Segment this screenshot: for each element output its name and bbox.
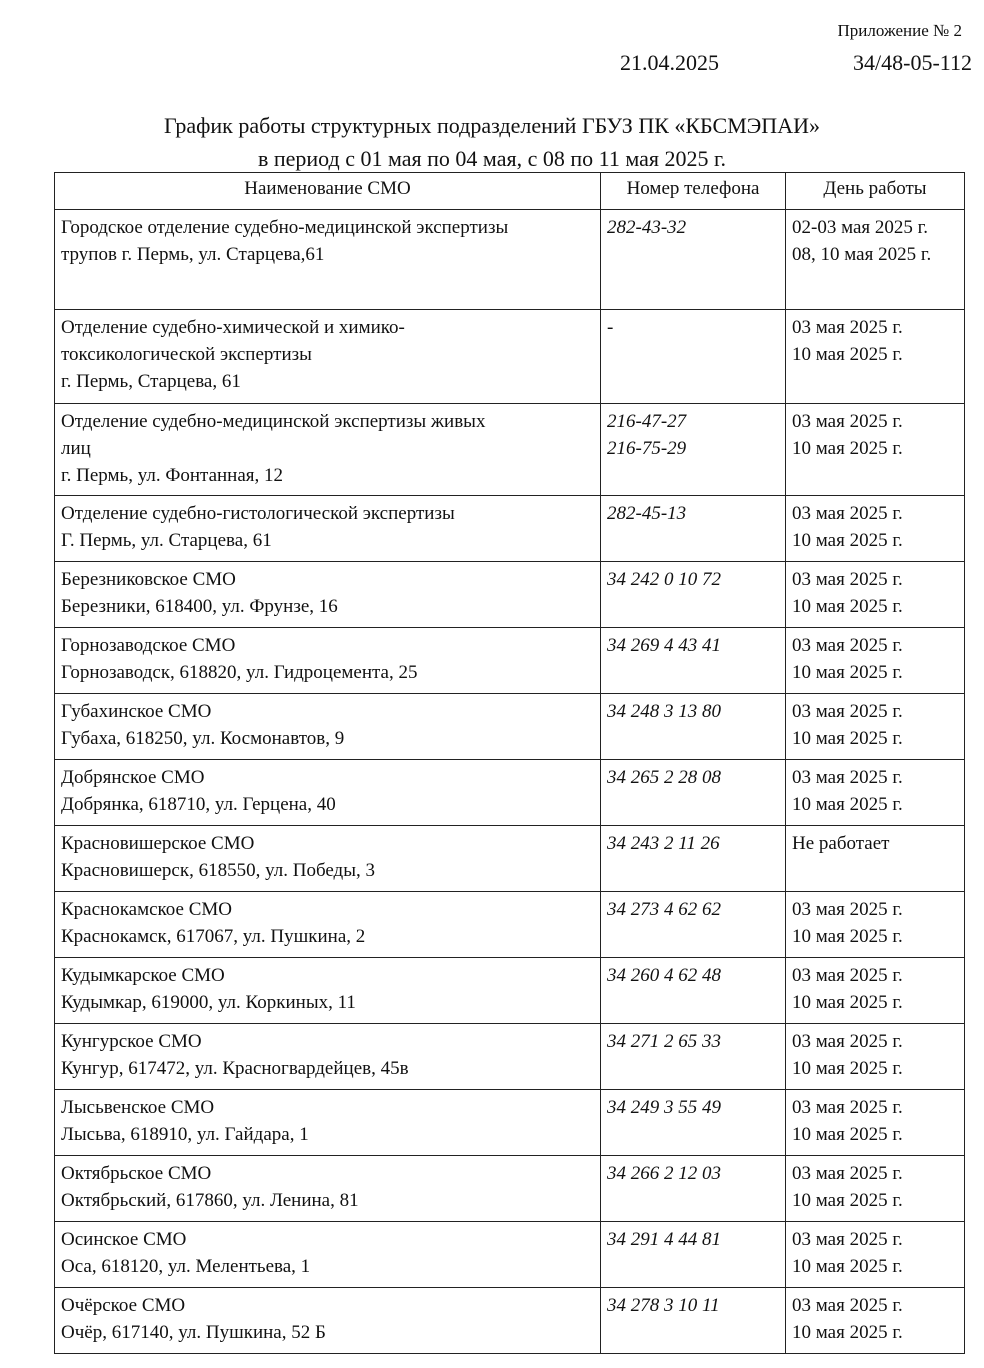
cell-phone [601, 562, 786, 628]
column-header-name: Наименование СМО [55, 173, 601, 210]
cell-name-line: Красновишерск, 618550, ул. Победы, 3 [61, 860, 375, 881]
document-number: 34/48-05-112 [853, 50, 972, 75]
cell-name [55, 210, 601, 310]
title-line-1: График работы структурных подразделений ГБУЗ ПК «КБСМЭПАИ» [164, 113, 820, 138]
table-row [55, 958, 965, 1024]
cell-name-line: Березники, 618400, ул. Фрунзе, 16 [61, 596, 338, 617]
cell-days-line: 03 мая 2025 г. [792, 411, 903, 432]
table-header-row [55, 173, 965, 210]
cell-phone [601, 694, 786, 760]
page-title [0, 109, 984, 175]
cell-phone-line: 34 291 4 44 81 [607, 1229, 721, 1250]
table-row [55, 628, 965, 694]
cell-phone-line: 34 242 0 10 72 [607, 569, 721, 590]
cell-phone-line: 34 265 2 28 08 [607, 767, 721, 788]
cell-name-line: Краснокамское СМО [61, 899, 233, 920]
cell-phone-line: 34 260 4 62 48 [607, 965, 721, 986]
cell-phone [601, 210, 786, 310]
cell-phone [601, 628, 786, 694]
cell-days [786, 210, 965, 310]
cell-name-line: Березниковское СМО [61, 569, 236, 590]
cell-name-line: Оса, 618120, ул. Мелентьева, 1 [61, 1256, 311, 1277]
cell-name [55, 562, 601, 628]
document-date: 21.04.2025 [620, 50, 719, 75]
cell-name-line: Лысьвенское СМО [61, 1097, 215, 1118]
cell-name [55, 892, 601, 958]
cell-name [55, 760, 601, 826]
cell-days-line: 03 мая 2025 г. [792, 965, 903, 986]
cell-name-line: Очёрское СМО [61, 1295, 186, 1316]
cell-days-line: 10 мая 2025 г. [792, 344, 903, 365]
cell-name [55, 310, 601, 404]
cell-days [786, 958, 965, 1024]
cell-days-line: 03 мая 2025 г. [792, 1229, 903, 1250]
cell-days-line: 03 мая 2025 г. [792, 1097, 903, 1118]
cell-days-line: 03 мая 2025 г. [792, 767, 903, 788]
cell-name-line: Губаха, 618250, ул. Космонавтов, 9 [61, 728, 345, 749]
cell-name-line: Кудымкарское СМО [61, 965, 225, 986]
table-row [55, 210, 965, 310]
cell-days-line: 03 мая 2025 г. [792, 701, 903, 722]
cell-name-line: лиц [61, 438, 91, 459]
table-row [55, 562, 965, 628]
cell-days-line: 03 мая 2025 г. [792, 1163, 903, 1184]
cell-phone [601, 496, 786, 562]
cell-phone [601, 892, 786, 958]
cell-days-line: 10 мая 2025 г. [792, 794, 903, 815]
cell-days [786, 1024, 965, 1090]
cell-days-line: 03 мая 2025 г. [792, 1031, 903, 1052]
cell-phone [601, 1156, 786, 1222]
cell-phone-line: 282-43-32 [607, 217, 687, 238]
cell-name-line: Осинское СМО [61, 1229, 187, 1250]
column-header-phone: Номер телефона [601, 173, 786, 210]
cell-phone [601, 1222, 786, 1288]
cell-phone [601, 958, 786, 1024]
cell-days-line: 03 мая 2025 г. [792, 569, 903, 590]
cell-name-line: Городское отделение судебно-медицинской экспертизы [61, 217, 509, 238]
cell-days-line: 08, 10 мая 2025 г. [792, 244, 932, 265]
cell-name-line: токсикологической экспертизы [61, 344, 312, 365]
cell-name [55, 958, 601, 1024]
table-row [55, 1090, 965, 1156]
schedule-table [54, 172, 965, 1354]
table-row [55, 404, 965, 496]
cell-phone [601, 826, 786, 892]
table-row [55, 1024, 965, 1090]
cell-phone-line: 34 243 2 11 26 [607, 833, 720, 854]
cell-days [786, 1222, 965, 1288]
cell-phone-line: 34 248 3 13 80 [607, 701, 721, 722]
cell-days-line: 02-03 мая 2025 г. [792, 217, 929, 238]
cell-name-line: Отделение судебно-гистологической экспертизы [61, 503, 455, 524]
cell-days [786, 628, 965, 694]
cell-name [55, 404, 601, 496]
cell-phone [601, 310, 786, 404]
cell-phone-line: - [607, 317, 614, 338]
cell-name-line: Кунгурское СМО [61, 1031, 202, 1052]
table-row [55, 760, 965, 826]
cell-days-line: Не работает [792, 833, 890, 854]
cell-days-line: 03 мая 2025 г. [792, 503, 903, 524]
cell-phone-line: 34 269 4 43 41 [607, 635, 721, 656]
cell-days [786, 1288, 965, 1354]
cell-days-line: 10 мая 2025 г. [792, 438, 903, 459]
cell-name-line: г. Пермь, ул. Фонтанная, 12 [61, 465, 284, 486]
table-row [55, 310, 965, 404]
table-row [55, 694, 965, 760]
cell-name-line: Кудымкар, 619000, ул. Коркиных, 11 [61, 992, 356, 1013]
cell-days-line: 10 мая 2025 г. [792, 1058, 903, 1079]
cell-phone [601, 404, 786, 496]
cell-name [55, 1156, 601, 1222]
cell-name-line: Краснокамск, 617067, ул. Пушкина, 2 [61, 926, 366, 947]
cell-days-line: 10 мая 2025 г. [792, 662, 903, 683]
cell-phone-line: 34 273 4 62 62 [607, 899, 721, 920]
cell-days-line: 03 мая 2025 г. [792, 635, 903, 656]
cell-name-line: трупов г. Пермь, ул. Старцева,61 [61, 244, 325, 265]
title-line-2: в период с 01 мая по 04 мая, с 08 по 11 мая 2025 г. [257, 146, 727, 171]
cell-days-line: 10 мая 2025 г. [792, 1322, 903, 1343]
cell-name-line: Очёр, 617140, ул. Пушкина, 52 Б [61, 1322, 326, 1343]
column-header-days: День работы [786, 173, 965, 210]
cell-name-line: Добрянское СМО [61, 767, 205, 788]
cell-days [786, 310, 965, 404]
cell-days-line: 10 мая 2025 г. [792, 1124, 903, 1145]
cell-name-line: Отделение судебно-медицинской экспертизы живых [61, 411, 486, 432]
cell-name [55, 694, 601, 760]
cell-name [55, 1090, 601, 1156]
cell-days-line: 10 мая 2025 г. [792, 926, 903, 947]
cell-days [786, 496, 965, 562]
cell-days [786, 694, 965, 760]
cell-name-line: Добрянка, 618710, ул. Герцена, 40 [61, 794, 336, 815]
cell-phone-line: 216-75-29 [607, 438, 687, 459]
cell-days-line: 10 мая 2025 г. [792, 530, 903, 551]
cell-name-line: г. Пермь, Старцева, 61 [61, 371, 241, 392]
cell-name-line: Горнозаводск, 618820, ул. Гидроцемента, 25 [61, 662, 418, 683]
cell-days [786, 1090, 965, 1156]
cell-name [55, 1222, 601, 1288]
table-row [55, 1288, 965, 1354]
cell-days [786, 892, 965, 958]
cell-days-line: 03 мая 2025 г. [792, 1295, 903, 1316]
cell-days-line: 03 мая 2025 г. [792, 899, 903, 920]
cell-phone [601, 1288, 786, 1354]
cell-phone-line: 34 249 3 55 49 [607, 1097, 721, 1118]
cell-name [55, 1024, 601, 1090]
cell-name-line: Октябрьское СМО [61, 1163, 212, 1184]
cell-phone-line: 34 278 3 10 11 [607, 1295, 720, 1316]
table-row [55, 826, 965, 892]
cell-phone-line: 34 271 2 65 33 [607, 1031, 721, 1052]
cell-name [55, 628, 601, 694]
appendix-label: Приложение № 2 [837, 21, 962, 40]
cell-days [786, 562, 965, 628]
cell-name-line: Г. Пермь, ул. Старцева, 61 [61, 530, 272, 551]
cell-days [786, 826, 965, 892]
cell-name-line: Отделение судебно-химической и химико- [61, 317, 405, 338]
cell-phone-line: 216-47-27 [607, 411, 687, 432]
cell-days-line: 10 мая 2025 г. [792, 1190, 903, 1211]
cell-phone-line: 282-45-13 [607, 503, 687, 524]
cell-days [786, 1156, 965, 1222]
cell-days-line: 10 мая 2025 г. [792, 728, 903, 749]
cell-name-line: Горнозаводское СМО [61, 635, 236, 656]
cell-days-line: 10 мая 2025 г. [792, 1256, 903, 1277]
cell-phone [601, 1090, 786, 1156]
cell-days-line: 10 мая 2025 г. [792, 596, 903, 617]
cell-days [786, 760, 965, 826]
cell-days-line: 03 мая 2025 г. [792, 317, 903, 338]
table-body [55, 210, 965, 1354]
cell-name-line: Октябрьский, 617860, ул. Ленина, 81 [61, 1190, 359, 1211]
table-row [55, 496, 965, 562]
cell-name-line: Красновишерское СМО [61, 833, 255, 854]
cell-phone-line: 34 266 2 12 03 [607, 1163, 721, 1184]
cell-name [55, 826, 601, 892]
cell-name [55, 1288, 601, 1354]
cell-phone [601, 760, 786, 826]
table-row [55, 1156, 965, 1222]
table-row [55, 892, 965, 958]
cell-days [786, 404, 965, 496]
cell-name [55, 496, 601, 562]
cell-name-line: Кунгур, 617472, ул. Красногвардейцев, 45в [61, 1058, 409, 1079]
cell-name-line: Лысьва, 618910, ул. Гайдара, 1 [61, 1124, 309, 1145]
table-row [55, 1222, 965, 1288]
cell-name-line: Губахинское СМО [61, 701, 212, 722]
cell-days-line: 10 мая 2025 г. [792, 992, 903, 1013]
cell-phone [601, 1024, 786, 1090]
